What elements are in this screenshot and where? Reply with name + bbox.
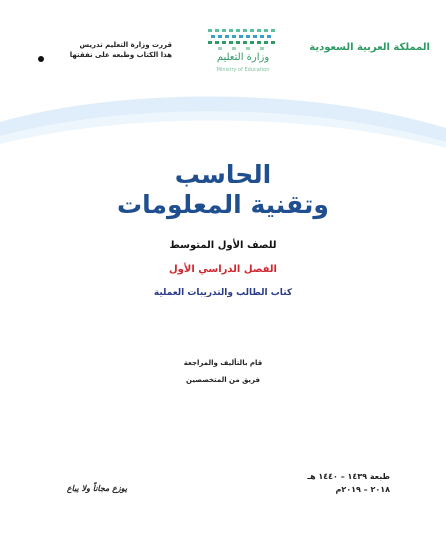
- ministry-logo-icon: [206, 26, 278, 52]
- ministry-name-en: Ministry of Education: [216, 67, 270, 73]
- decree-line-1: قررت وزارة التعليم تدريس: [79, 41, 172, 49]
- kingdom-name: المملكة العربية السعودية: [309, 42, 430, 53]
- edition-hijri: طبعة ١٤٣٩ – ١٤٤٠ هـ: [307, 472, 390, 481]
- edition-info: [300, 470, 390, 496]
- edition-gregorian: ٢٠١٨ – ٢٠١٩م: [335, 485, 390, 494]
- free-distribution-note: يوزع مجاناً ولا يباع: [66, 484, 128, 493]
- credits-line-2: فريق من المتخصصين: [186, 376, 260, 384]
- credits: [60, 355, 386, 389]
- grade-level: للصف الأول المتوسط: [169, 240, 277, 251]
- decree-line-2: هذا الكتاب وطبعه على نفقتها: [69, 51, 172, 59]
- bullet-dot-icon: [38, 56, 44, 62]
- decree-note: [40, 40, 172, 60]
- credits-line-1: قام بالتأليف والمراجعة: [183, 359, 263, 367]
- ministry-name-ar: وزارة التعليم: [216, 52, 270, 63]
- book-title-line-1: الحاسب: [174, 160, 272, 189]
- book-type: كتاب الطالب والتدريبات العملية: [153, 288, 293, 298]
- semester: الفصل الدراسي الأول: [169, 264, 277, 275]
- book-title-line-2: وتقنية المعلومات: [117, 190, 329, 219]
